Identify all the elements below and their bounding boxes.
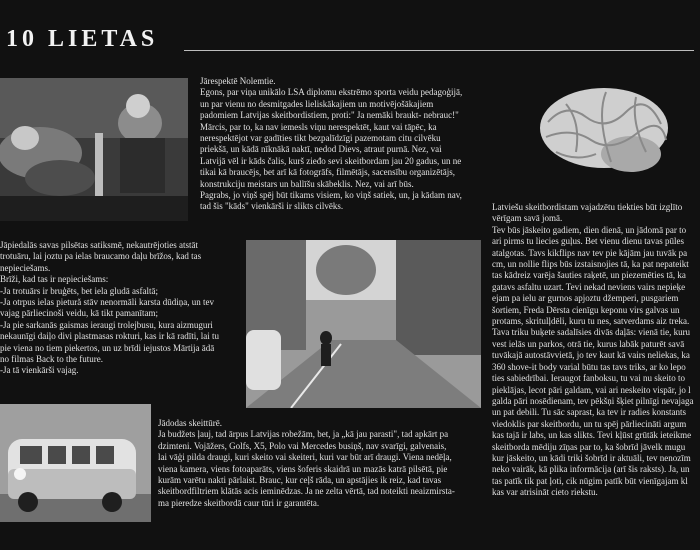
intro-line: nerespektējot var gadīties tikt bezpalīdzīgi pazemotam citu cilvēku	[200, 133, 441, 144]
intro-line: tikai kā braucējs, bet arī kā fotogrāfs, filmētājs, sacensību organizētājs,	[200, 167, 455, 178]
trip-line: ma pieredze skeitbordā caur tūri ir garantēta.	[158, 497, 320, 508]
city-line: pie viena no tiem piekertos, un uz brīdi iejustos Mārtija ādā	[0, 342, 215, 353]
intro-line: tad šis "kāds" vienkārši ir slikts cilvēks.	[200, 201, 344, 212]
city-line: -Ja pie sarkanās gaismas ieraugi trolejbusu, kura aizmuguri	[0, 319, 213, 330]
city-line: trotuāru, lai joztu pa ielas braucamo daļu brīžos, kad tas	[0, 251, 202, 262]
van-art	[0, 404, 151, 522]
right-line: gatavs asfaltu uzart. Tevi nekad neviens vairs nepieķe	[492, 281, 686, 292]
right-line: skeitborda mēdiju zīņas par to, ka šobrīd jāvelk mugu	[492, 441, 686, 452]
right-line: ties sabiedrībai. Ieraugot fanboksu, tu vai nu skeito to	[492, 373, 685, 384]
right-line: atalgotas. Tavs kikflips nav tev pie kājām jau tuvāk pa	[492, 247, 688, 258]
intro-line: Pagrabs, jo viņš spēj būt tikams visiem, ko viņš satiek, un, ja kādam nav,	[200, 190, 462, 201]
right-line: vērīgam savā jomā.	[492, 213, 563, 224]
right-text	[492, 202, 700, 550]
photo-brain	[536, 82, 672, 185]
brain-art	[536, 82, 672, 185]
right-line: Tava triku buķete sadalīsies divās daļās: vienā tie, kuru	[492, 327, 691, 338]
intro-line: un par vienu no desmitgades lieliskākajiem un motivējošākajiem	[200, 98, 434, 109]
right-line: tuvākajā autostāvvietā, jo tev kaut kā vairs neliekas, ka	[492, 350, 690, 361]
photo-van	[0, 404, 151, 522]
right-line: 360 shove-it body varial būtu tas tavs triks, ar ko lepo	[492, 361, 686, 372]
right-line: ari pirms tu liecies guļus. Bet vienu dienu tavas pūles	[492, 236, 684, 247]
city-line: -Ja otrpus ielas pietură stāv nenormāli karsta dūdiņa, un tev	[0, 297, 214, 308]
photo-group-art	[0, 78, 188, 221]
title-underline	[184, 50, 694, 51]
photo-group	[0, 78, 188, 221]
intro-line: konstrukciju meistars un ballīšu skābeklis. Nez, vai arī būs.	[200, 178, 414, 189]
city-text	[0, 240, 242, 377]
city-line: nekaunīgi daiļo divi plastmasas rokturi, kas ir kā radīti, lai tu	[0, 331, 219, 342]
right-line: kas tajā ir labs, un kas slikts. Tevi kļūst grūtāk ieteikme	[492, 430, 692, 441]
trip-line: kurām varētu nakti pārlaist. Brauc, kur ceļš rāda, un apstājies ik reiz, kad tavas	[158, 475, 442, 486]
right-line: viedoklis par skeitbordu, un tu spēj pārliecināti argum	[492, 418, 687, 429]
city-line: vajag pārliecinoši veidu, kā tikt pamanītam;	[0, 308, 158, 319]
page-title: 10 LIETAS	[6, 26, 159, 52]
city-line: -Ja trotuārs ir bruģēts, bet iela gludā asfaltā;	[0, 285, 158, 296]
right-line: pieklājas, lecot pāri galdam, vai ari neskeito vispār, jo l	[492, 384, 691, 395]
trip-text	[158, 418, 480, 509]
trip-line: lai vāģi pilda draugi, kuri skeito vai skeiteri, kuri var būt arī draugi. Viena nedēļa,	[158, 452, 452, 463]
right-line: un pat debili. Tu sāc saprast, ka tev ir radies konstants	[492, 407, 686, 418]
intro-line: padomiem Latvijas skeitbordistiem, proti:" Ja nemāki braukt- nebrauc!"	[200, 110, 459, 121]
right-line: vest ielās un parkos, otrā tie, kurus labāk paturēt savā	[492, 338, 685, 349]
intro-line: Latvijā vēl ir kāds čalis, kurš zieđo sevi skeitbordam jau 20 gadus, un ne	[200, 155, 462, 166]
right-line: galda pāri nosēdienam, tev pēkšņi šķiet pilnīgi nevajaga	[492, 395, 694, 406]
intro-line: Mārcis, par to, ka nav iemesls viņu nerespektēt, kaut vai tāpēc, ka	[200, 121, 437, 132]
trip-line: viena kamera, viens fotoaparāts, viens šoferis skaidrā un mazās katrā pilsētā, pie	[158, 463, 448, 474]
right-line: šortiem, Freda Dērsta cienīgu keponu virs galvas un	[492, 304, 680, 315]
right-line: neko vairāk, kā plika informācija (arī šis raksts). Ja, un	[492, 464, 690, 475]
city-line: Jāpiedalās savas pilsētas satiksmē, nekautrējoties atstāt	[0, 240, 198, 250]
trip-line: dzimteni. Vojāžers, Golfs, X5, Polo vai Mercedes busiņš, nav svarīgi, galvenais,	[158, 440, 447, 451]
intro-text	[200, 76, 500, 213]
intro-line: priekšā, un kādā nīknākā naktī, nedod Dievs, atraut purnā. Nez, vai	[200, 144, 442, 155]
trip-line: Jādodas skeittūrē.	[158, 418, 222, 428]
right-line: tas patīk tik pat ļoti, cik nūgim patīk būt vienīgajam kl	[492, 475, 688, 486]
trip-line: Ja budžets ļauj, tad ārpus Latvijas robežām, bet, ja „kā jau parasti", tad apkārt pa	[158, 429, 449, 440]
right-line: kas var atrisināt cieto riekstu.	[492, 487, 598, 498]
right-line: protams, skritulļdēli, kuru tu nes, satverdams aiz treka.	[492, 316, 690, 327]
trip-line: skeitbordfiltriem klātās acis ieminēdzas. Ja ne zelta vērtā, tad noteikti neaizmirstа-	[158, 486, 455, 497]
city-line: nepieciešams.	[0, 262, 51, 273]
street-art	[246, 240, 481, 408]
right-line: Latviešu skeitbordistam vajadzētu tiekties būt izglīto	[492, 202, 683, 212]
city-line: -Ja tā vienkārši vajag.	[0, 365, 79, 376]
right-line: kur jāskeito, un kādi triki šobrīd ir aktuāli, tev nenozīm	[492, 452, 691, 463]
city-line: no filmas Back to the future.	[0, 354, 103, 365]
right-line: tas kādreiz varēja šauties raķetē, un piezemēties tā, ka	[492, 270, 686, 281]
right-line: cm, un nollie flips būs izstaisnojies tā, ka pat nepateikt	[492, 259, 689, 270]
intro-line: Egons, par viņa unikālo LSA diplomu ekstrēmo sporta veidu pedagoģijā,	[200, 87, 463, 98]
city-line: Brīži, kad tas ir nepieciešams:	[0, 274, 109, 285]
photo-street	[246, 240, 481, 408]
right-line: ejam pa ielu ar gurnos apjoztu džemperi, pusgariem	[492, 293, 679, 304]
intro-line: Jārespektē Nolemtie.	[200, 76, 276, 86]
right-line: Tev būs jāskeito gadiem, dien dienā, un jādomā par to	[492, 224, 687, 235]
